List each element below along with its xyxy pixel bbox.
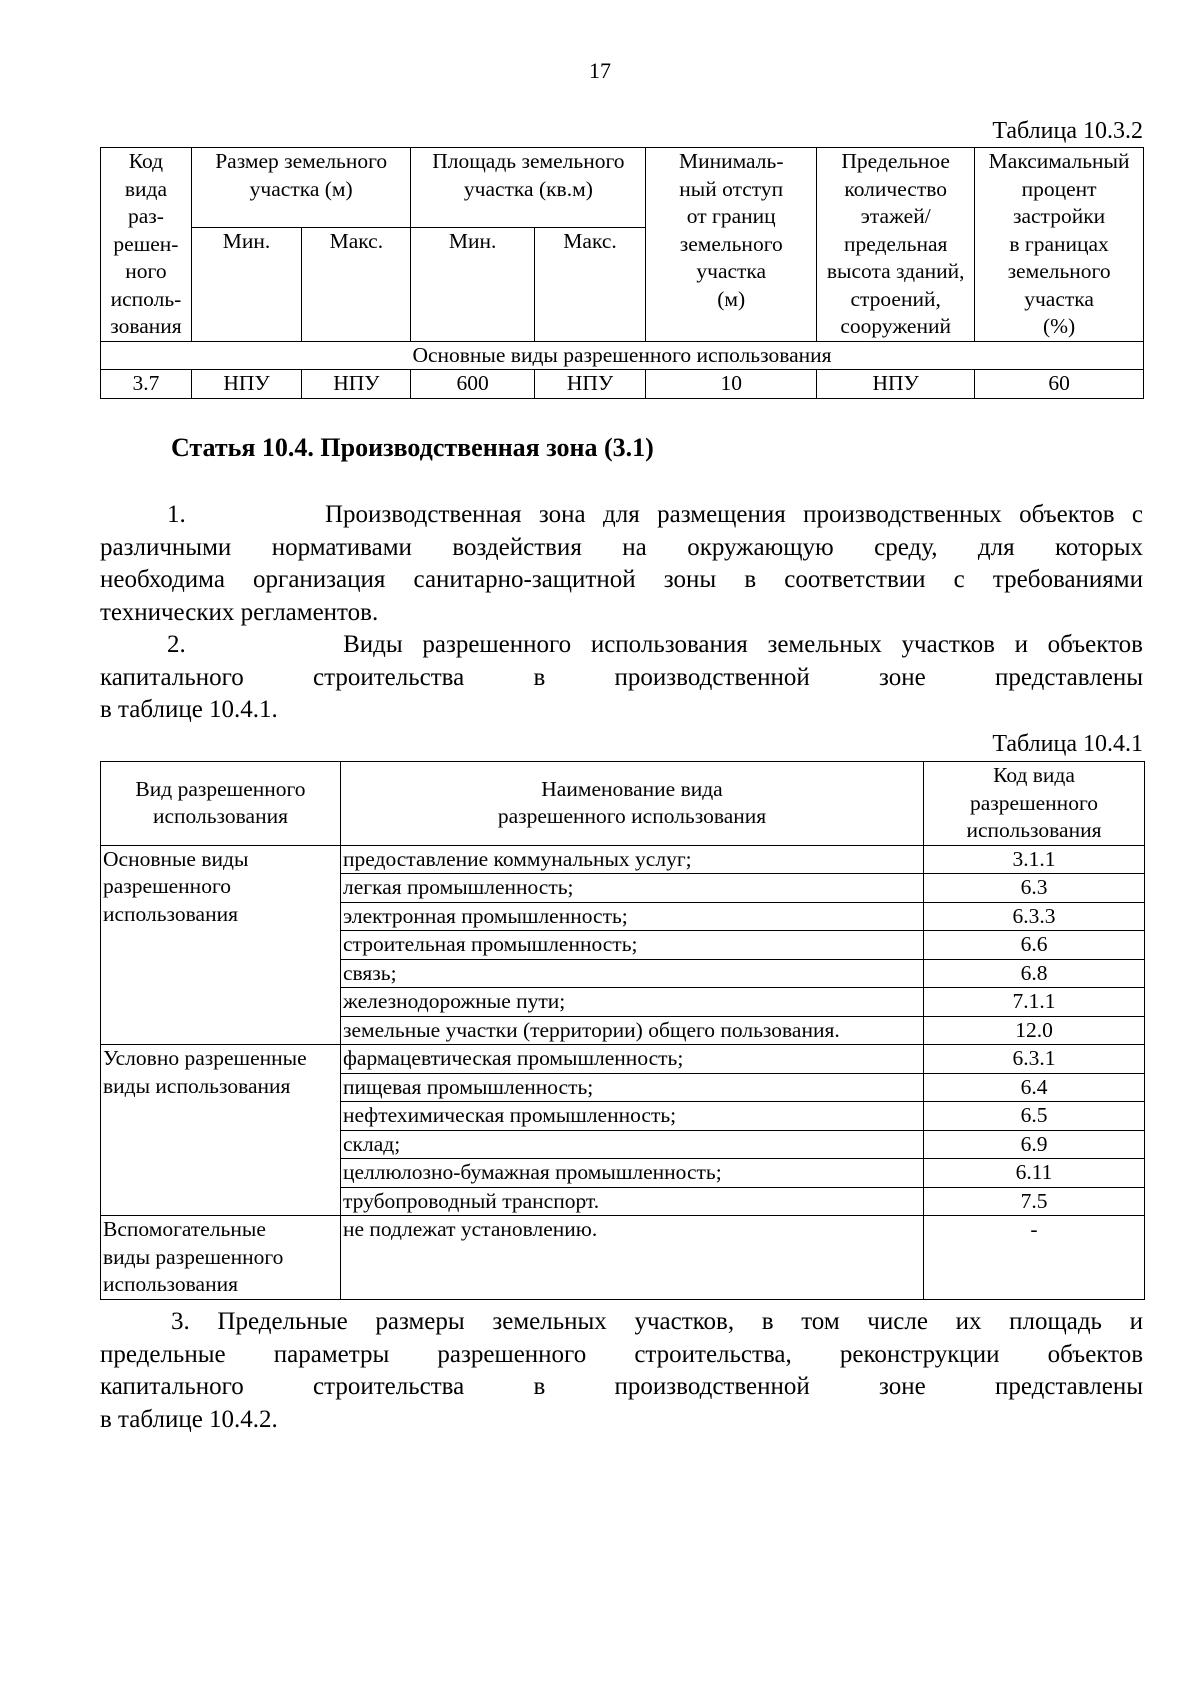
use-name: земельные участки (территории) общего пользования. [341, 1016, 924, 1045]
header-kind: Вид разрешенного использования [101, 762, 341, 846]
header-size-max: Макс. [302, 228, 411, 341]
header-size: Размер земельного участка (м) [191, 148, 411, 228]
table-caption-10-4-1: Таблица 10.4.1 [992, 731, 1143, 757]
table-row [101, 370, 1144, 399]
group-label-auxiliary: Вспомогательные виды разрешенного использования [101, 1216, 341, 1300]
header-code: Код вида разрешенного использования [924, 762, 1145, 846]
header-size-min: Мин. [191, 228, 301, 341]
cell-size-min: НПУ [191, 370, 301, 399]
use-name: железнодорожные пути; [341, 988, 924, 1017]
cell-floors: НПУ [817, 370, 975, 399]
header-area-max: Макс. [534, 228, 645, 341]
header-setback: Минималь- ный отступ от границ земельного участка (м) [646, 148, 817, 342]
use-name: легкая промышленность; [341, 874, 924, 903]
use-code: 6.3 [924, 874, 1145, 903]
cell-size-max: НПУ [302, 370, 411, 399]
use-name: склад; [341, 1130, 924, 1159]
cell-coverage: 60 [975, 370, 1144, 399]
group-label-conditional: Условно разрешенные виды использования [101, 1045, 341, 1216]
table-caption-10-3-2: Таблица 10.3.2 [992, 118, 1143, 144]
cell-area-max: НПУ [534, 370, 645, 399]
paragraph-3: 3. Предельные размеры земельных участков, в том числе их площадь и предельные параметры разрешенного строительства, реконструкции объектов капитального строительства в производственной зоне представлены в таблице 10.4.2. [100, 1308, 1143, 1433]
use-name: связь; [341, 959, 924, 988]
use-code: 6.11 [924, 1159, 1145, 1188]
table-10-4-1 [100, 761, 1145, 1300]
cell-setback: 10 [646, 370, 817, 399]
header-name: Наименование вида разрешенного использования [341, 762, 924, 846]
table-10-3-2 [100, 147, 1144, 399]
use-name: целлюлозно-бумажная промышленность; [341, 1159, 924, 1188]
use-code: 6.5 [924, 1102, 1145, 1131]
header-area: Площадь земельного участка (кв.м) [411, 148, 646, 228]
paragraph-1: 1. Производственная зона для размещения производственных объектов с различными нормативами воздействия на окружающую среду, для которых необходима организация санитарно-защитной зоны в соответствии с требованиями технических регламентов. [100, 501, 1143, 626]
use-name: строительная промышленность; [341, 931, 924, 960]
group-label-main: Основные виды разрешенного использования [101, 845, 341, 1045]
use-name: нефтехимическая промышленность; [341, 1102, 924, 1131]
header-area-min: Мин. [411, 228, 534, 341]
paragraph-2: 2. Виды разрешенного использования земельных участков и объектов капитального строительства в производственной зоне представлены в таблице 10.4.1. [100, 631, 1143, 723]
use-code: 7.1.1 [924, 988, 1145, 1017]
table-row [101, 1045, 1145, 1074]
header-code: Код вида раз- решен- ного исполь- зования [101, 148, 192, 342]
use-code: 6.9 [924, 1130, 1145, 1159]
cell-code: 3.7 [101, 370, 192, 399]
use-code: - [924, 1216, 1145, 1300]
use-code: 6.8 [924, 959, 1145, 988]
use-name: предоставление коммунальных услуг; [341, 845, 924, 874]
header-coverage: Максимальный процент застройки в границах земельного участка (%) [975, 148, 1144, 342]
table-row [101, 845, 1145, 874]
table-row [101, 1216, 1145, 1300]
header-floors: Предельное количество этажей/ предельная высота зданий, строений, сооружений [817, 148, 975, 342]
use-name: пищевая промышленность; [341, 1073, 924, 1102]
page-number: 17 [589, 58, 611, 83]
use-code: 3.1.1 [924, 845, 1145, 874]
use-code: 6.3.3 [924, 902, 1145, 931]
use-name: фармацевтическая промышленность; [341, 1045, 924, 1074]
use-code: 12.0 [924, 1016, 1145, 1045]
use-code: 7.5 [924, 1187, 1145, 1216]
cell-area-min: 600 [411, 370, 534, 399]
use-name: трубопроводный транспорт. [341, 1187, 924, 1216]
article-heading: Статья 10.4. Производственная зона (3.1) [171, 433, 654, 462]
use-name: электронная промышленность; [341, 902, 924, 931]
section-row: Основные виды разрешенного использования [101, 341, 1144, 370]
use-code: 6.4 [924, 1073, 1145, 1102]
use-code: 6.3.1 [924, 1045, 1145, 1074]
use-name: не подлежат установлению. [341, 1216, 924, 1300]
use-code: 6.6 [924, 931, 1145, 960]
